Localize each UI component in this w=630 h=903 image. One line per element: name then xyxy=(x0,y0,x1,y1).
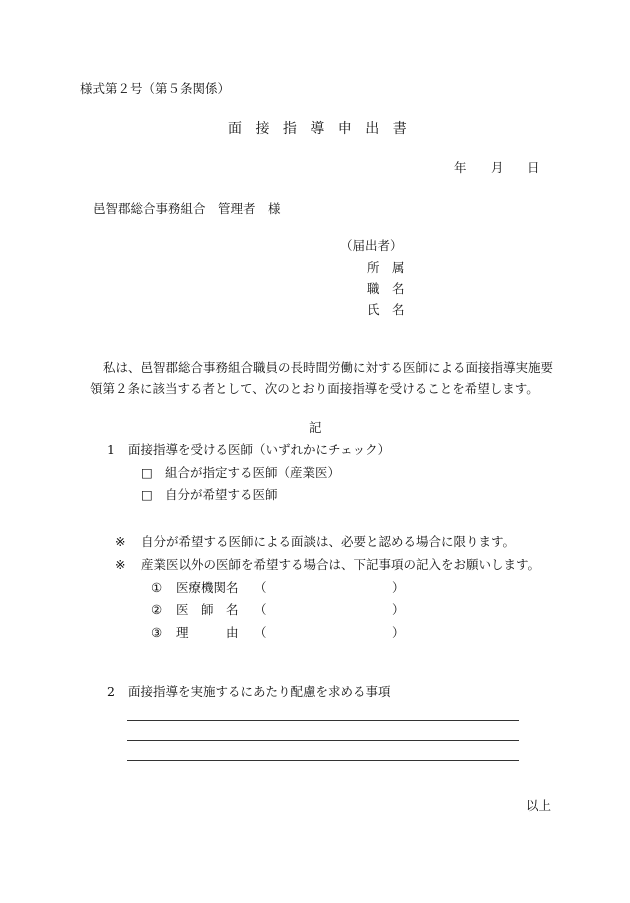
consideration-line-2[interactable] xyxy=(127,740,519,741)
addressee: 邑智郡総合事務組合 管理者 様 xyxy=(93,201,281,216)
date-month: 月 xyxy=(491,160,504,175)
option-label-designated-doctor: 組合が指定する医師（産業医） xyxy=(165,465,341,480)
form-number: 様式第２号（第５条関係） xyxy=(80,81,231,96)
reason-field[interactable] xyxy=(272,625,392,641)
sub-item-open-paren: （ xyxy=(254,602,267,617)
applicant-position: 職 名 xyxy=(367,281,405,296)
doctor-name-field[interactable] xyxy=(272,602,392,618)
sub-item-close-paren: ） xyxy=(392,625,405,640)
ki-heading: 記 xyxy=(309,420,322,435)
body-line-2: 領第２条に該当する者として、次のとおり面接指導を受けることを希望します。 xyxy=(90,381,539,396)
section-2-number: 2 xyxy=(107,684,115,699)
note-text: 自分が希望する医師による面談は、必要と認める場合に限ります。 xyxy=(141,534,516,549)
sub-item-number: ③ xyxy=(151,625,163,640)
sub-item-label: 医療機関名 xyxy=(176,580,239,595)
section-2-title: 面接指導を実施するにあたり配慮を求める事項 xyxy=(128,684,391,699)
section-1-number: 1 xyxy=(107,442,115,457)
note-mark: ※ xyxy=(115,557,126,572)
form-title: 面 接 指 導 申 出 書 xyxy=(228,121,407,137)
consideration-line-1[interactable] xyxy=(127,720,519,721)
applicant-heading: （届出者） xyxy=(340,238,403,253)
consideration-line-3[interactable] xyxy=(127,760,519,761)
sub-item-open-paren: （ xyxy=(254,580,267,595)
section-1-title: 面接指導を受ける医師（いずれかにチェック） xyxy=(128,442,391,457)
sub-item-label: 医 師 名 xyxy=(176,602,239,617)
applicant-name: 氏 名 xyxy=(367,302,405,317)
sub-item-close-paren: ） xyxy=(392,580,405,595)
note-mark: ※ xyxy=(115,534,126,549)
sub-item-number: ① xyxy=(151,580,163,595)
option-label-preferred-doctor: 自分が希望する医師 xyxy=(165,487,278,502)
checkbox-designated-doctor[interactable]: □ xyxy=(141,465,153,480)
note-text: 産業医以外の医師を希望する場合は、下記事項の記入をお願いします。 xyxy=(141,557,541,572)
checkbox-preferred-doctor[interactable]: □ xyxy=(141,487,153,502)
sub-item-open-paren: （ xyxy=(254,625,267,640)
body-line-1: 私は、邑智郡総合事務組合職員の長時間労働に対する医師による面接指導実施要 xyxy=(103,360,554,375)
sub-item-label: 理 由 xyxy=(176,625,239,640)
sub-item-number: ② xyxy=(151,602,163,617)
institution-field[interactable] xyxy=(272,580,392,596)
date-day: 日 xyxy=(527,160,540,175)
applicant-affiliation: 所 属 xyxy=(367,260,405,275)
closing-mark: 以上 xyxy=(526,798,552,813)
date-year: 年 xyxy=(454,160,467,175)
sub-item-close-paren: ） xyxy=(392,602,405,617)
